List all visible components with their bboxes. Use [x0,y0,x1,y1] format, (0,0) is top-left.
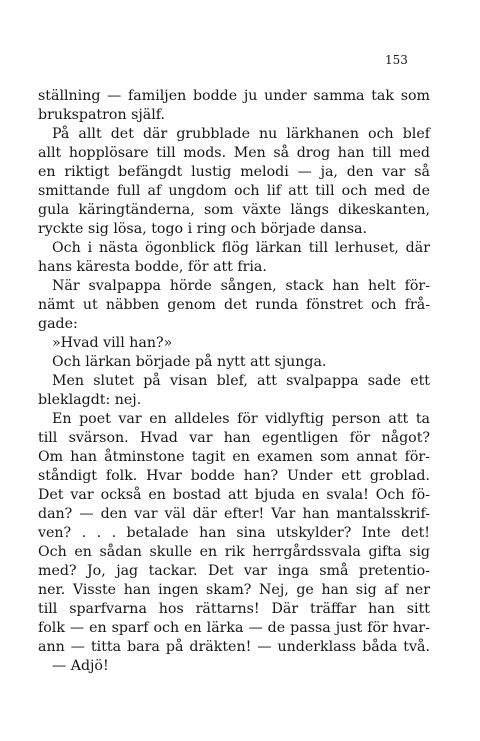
text-line: ven? . . . betalade han sina utskylder? Inte det! [38,525,430,541]
text-line: En poet var en alldeles för vidlyftig person att ta [52,411,430,427]
text-line: Men slutet på visan blef, att svalpappa sade ett [52,373,430,389]
text-line: »Hvad vill han?» [52,335,173,351]
text-line: Och lärkan började på nytt att sjunga. [52,354,327,370]
text-line: allt hopplösare till mods. Men så drog han till med [38,145,430,161]
text-line: ståndigt folk. Hvar bodde han? Under ett groblad. [38,468,430,484]
text-line: ann — titta bara på dräkten! — underklass båda två. [38,639,430,655]
text-line: — Adjö! [52,658,109,674]
text-line: till svärson. Hvad var han egentligen för något? [38,430,430,446]
text-line: gula käringtänderna, som växte längs dikeskanten, [38,202,430,218]
text-line: Och en sådan skulle en rik herrgårdssvala gifta sig [38,544,430,560]
text-line: Om han åtminstone tagit en examen som annat för- [38,449,430,465]
text-line: dan? — den var väl där efter! Var han mantalsskrif- [38,506,430,522]
text-line: en riktigt befängdt lustig melodi — ja, den var så [38,164,430,180]
text-line: Och i nästa ögonblick flög lärkan till lerhuset, där [52,240,430,256]
text-line: med? Jo, jag tackar. Det var inga små pretentio- [38,563,430,579]
body-text [38,87,430,676]
text-line: Det var också en bostad att bjuda en svala! Och fö- [38,487,430,503]
text-line: folk — en sparf och en lärka — de passa just för hvar- [38,620,430,636]
text-line: På allt det där grubblade nu lärkhanen och blef [52,126,430,142]
text-line: smittande full af ungdom och lif att till och med de [38,183,430,199]
text-line: brukspatron själf. [38,107,166,123]
text-line: ställning — familjen bodde ju under samma tak som [38,88,430,104]
text-line: till sparfvarna hos rättarns! Där träffar han sitt [38,601,430,617]
text-line: ryckte sig lösa, togo i ring och började dansa. [38,221,367,237]
page-number: 153 [385,53,408,67]
text-line: När svalpappa hörde sången, stack han helt för- [52,278,430,294]
text-line: bleklagdt: nej. [38,392,142,408]
text-line: nämt ut näbben genom det runda fönstret och frå- [38,297,430,313]
text-line: gade: [38,316,78,332]
text-line: ner. Visste han ingen skam? Nej, ge han sig af ner [38,582,430,598]
text-line: hans käresta bodde, för att fria. [38,259,267,275]
